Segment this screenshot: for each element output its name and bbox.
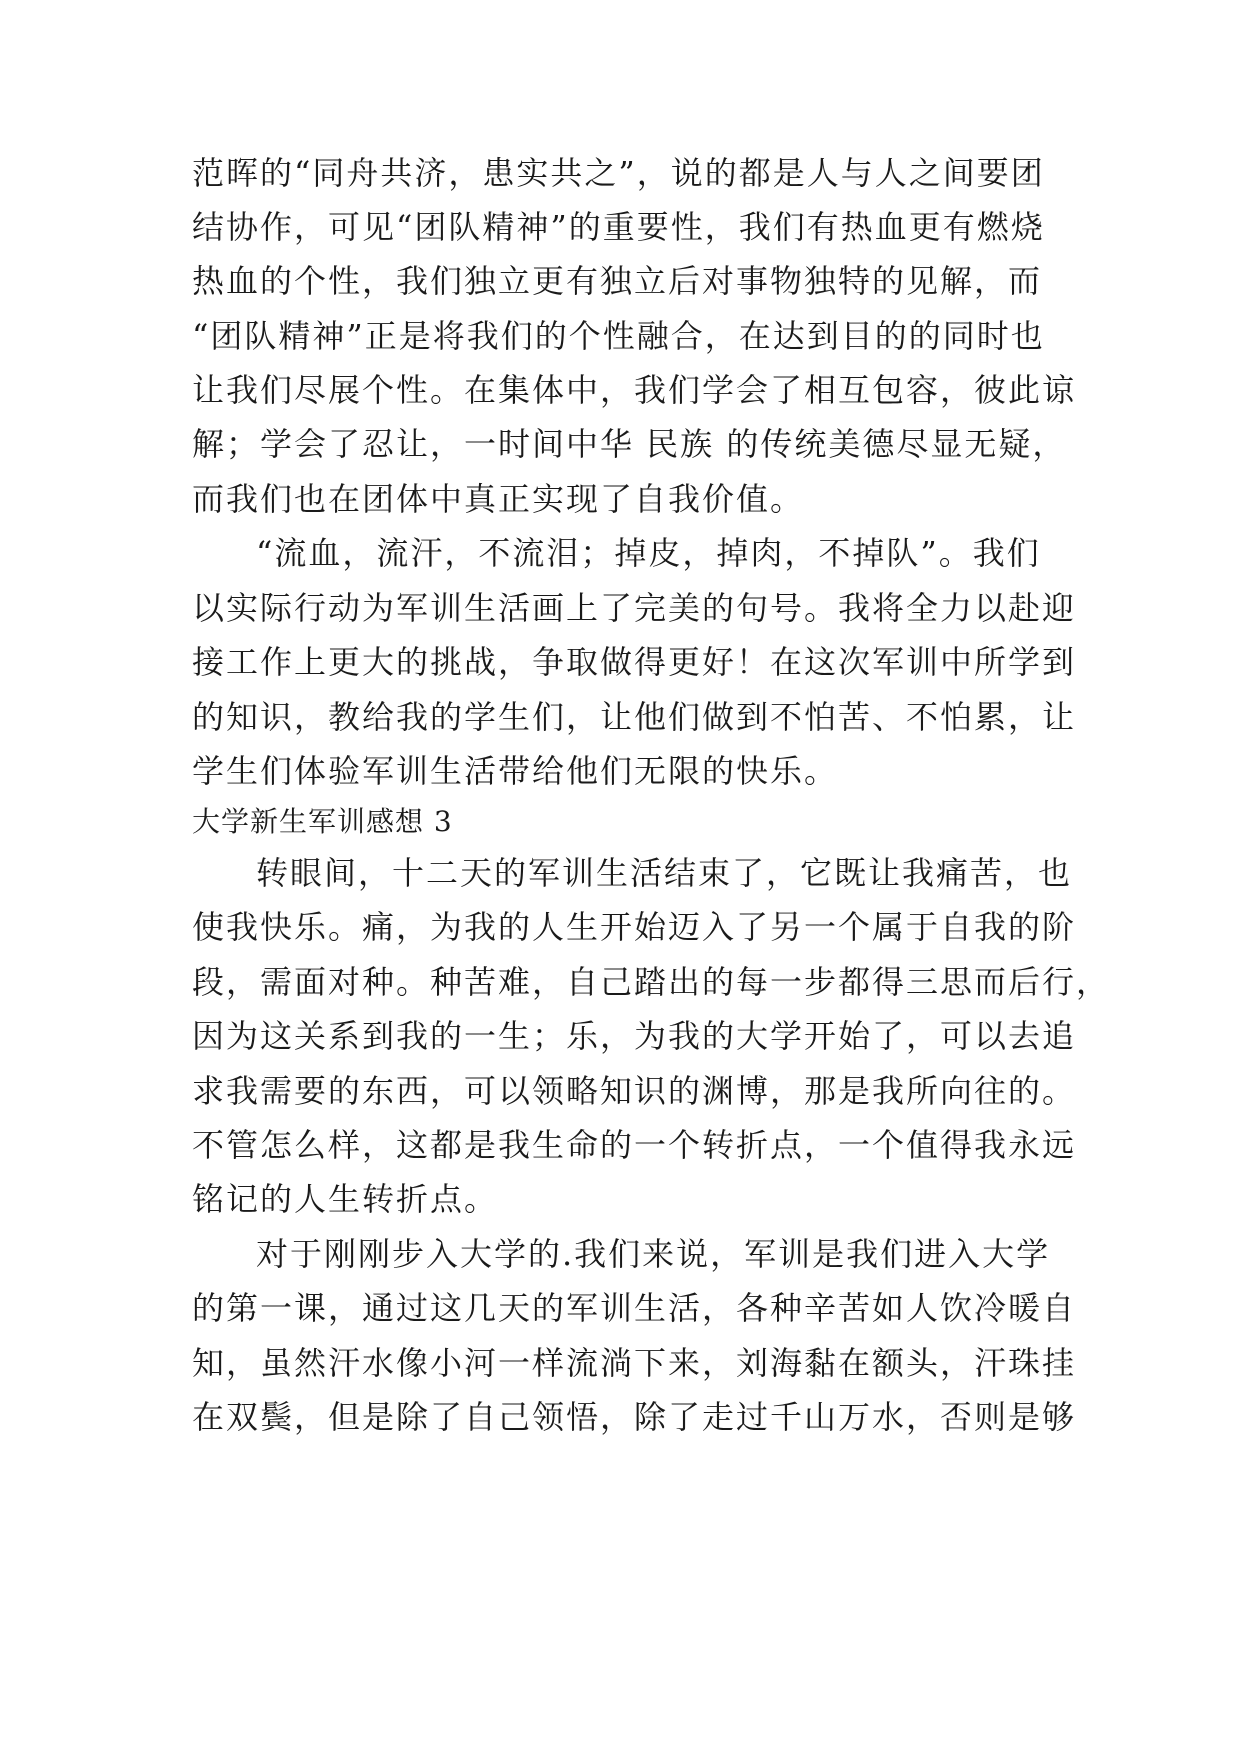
text-line: “流血，流汗，不流泪；掉皮，掉肉，不掉队”。我们 (256, 534, 1041, 572)
text-line: 在双鬓，但是除了自己领悟，除了走过千山万水，否则是够 (192, 1398, 1077, 1436)
text-line: 对于刚刚步入大学的.我们来说，军训是我们进入大学 (256, 1235, 1051, 1273)
text-line: 的第一课，通过这几天的军训生活，各种辛苦如人饮冷暖自 (192, 1289, 1077, 1327)
text-line: 因为这关系到我的一生；乐，为我的大学开始了，可以去追 (192, 1017, 1077, 1055)
text-line: 不管怎么样，这都是我生命的一个转折点，一个值得我永远 (192, 1126, 1077, 1164)
text-line: 铭记的人生转折点。 (192, 1180, 499, 1218)
text-line: 转眼间，十二天的军训生活结束了，它既让我痛苦，也 (256, 854, 1073, 892)
text-line: 使我快乐。痛，为我的人生开始迈入了另一个属于自我的阶 (192, 908, 1077, 946)
text-line: 以实际行动为军训生活画上了完美的句号。我将全力以赴迎 (192, 589, 1077, 627)
text-line: 热血的个性，我们独立更有独立后对事物独特的见解，而 (192, 262, 1043, 300)
text-line: “团队精神”正是将我们的个性融合，在达到目的的同时也 (192, 317, 1045, 355)
text-line: 解；学会了忍让，一时间中华 民族 的传统美德尽显无疑， (192, 425, 1067, 463)
text-line: 知，虽然汗水像小河一样流淌下来，刘海黏在额头，汗珠挂 (192, 1344, 1077, 1382)
text-line: 的知识，教给我的学生们，让他们做到不怕苦、不怕累，让 (192, 698, 1077, 736)
text-line: 求我需要的东西，可以领略知识的渊博，那是我所向往的。 (192, 1072, 1077, 1110)
text-line: 接工作上更大的挑战，争取做得更好！在这次军训中所学到 (192, 643, 1077, 681)
text-line: 而我们也在团体中真正实现了自我价值。 (192, 480, 805, 518)
text-line: 学生们体验军训生活带给他们无限的快乐。 (192, 752, 839, 790)
text-line: 范晖的“同舟共济，患实共之”，说的都是人与人之间要团 (192, 154, 1045, 192)
text-line: 结协作，可见“团队精神”的重要性，我们有热血更有燃烧 (192, 208, 1045, 246)
text-line: 段，需面对种。种苦难，自己踏出的每一步都得三思而后行， (192, 963, 1111, 1001)
section-heading: 大学新生军训感想 3 (192, 805, 453, 838)
text-line: 让我们尽展个性。在集体中，我们学会了相互包容，彼此谅 (192, 371, 1077, 409)
